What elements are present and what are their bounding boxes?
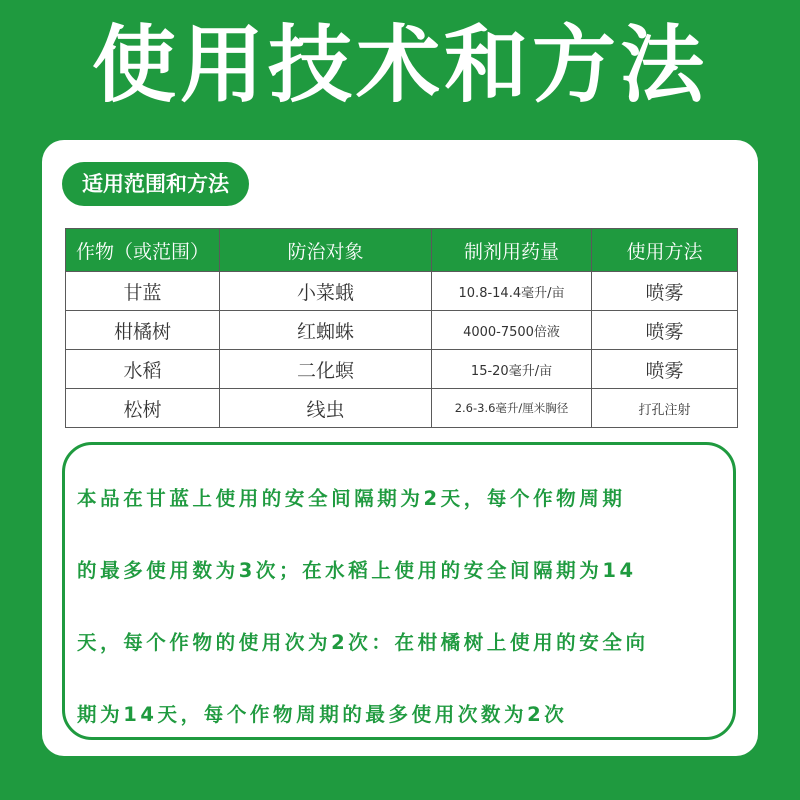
header-target: 防治对象 xyxy=(220,229,432,272)
cell-dosage: 4000-7500倍液 xyxy=(432,311,592,350)
cell-crop: 松树 xyxy=(66,389,220,428)
note-line: 本品在甘蓝上使用的安全间隔期为2天，每个作物周期 xyxy=(77,487,626,510)
safety-note-box xyxy=(62,442,736,740)
table-header-row xyxy=(66,229,738,272)
page-title: 使用技术和方法 xyxy=(91,16,708,114)
header-crop: 作物（或范围） xyxy=(66,229,220,272)
content-card xyxy=(42,140,758,756)
cell-target: 线虫 xyxy=(220,389,432,428)
cell-method: 喷雾 xyxy=(592,311,738,350)
note-line: 天，每个作物的使用次为2次：在柑橘树上使用的安全向 xyxy=(77,631,649,654)
cell-target: 二化螟 xyxy=(220,350,432,389)
usage-table xyxy=(65,228,738,428)
cell-method: 喷雾 xyxy=(592,272,738,311)
note-line: 期为14天，每个作物周期的最多使用次数为2次 xyxy=(77,703,568,726)
cell-crop: 柑橘树 xyxy=(66,311,220,350)
cell-crop: 水稻 xyxy=(66,350,220,389)
table-row xyxy=(66,311,738,350)
table-row xyxy=(66,350,738,389)
note-line: 的最多使用数为3次；在水稻上使用的安全间隔期为14 xyxy=(77,559,637,582)
cell-dosage: 15-20毫升/亩 xyxy=(432,350,592,389)
cell-target: 红蜘蛛 xyxy=(220,311,432,350)
cell-method: 喷雾 xyxy=(592,350,738,389)
cell-dosage: 10.8-14.4毫升/亩 xyxy=(432,272,592,311)
header-method: 使用方法 xyxy=(592,229,738,272)
cell-crop: 甘蓝 xyxy=(66,272,220,311)
cell-target: 小菜蛾 xyxy=(220,272,432,311)
section-label: 适用范围和方法 xyxy=(62,162,249,206)
cell-dosage: 2.6-3.6毫升/厘米胸径 xyxy=(432,389,592,428)
header-dosage: 制剂用药量 xyxy=(432,229,592,272)
cell-method: 打孔注射 xyxy=(592,389,738,428)
table-row xyxy=(66,389,738,428)
table-row xyxy=(66,272,738,311)
